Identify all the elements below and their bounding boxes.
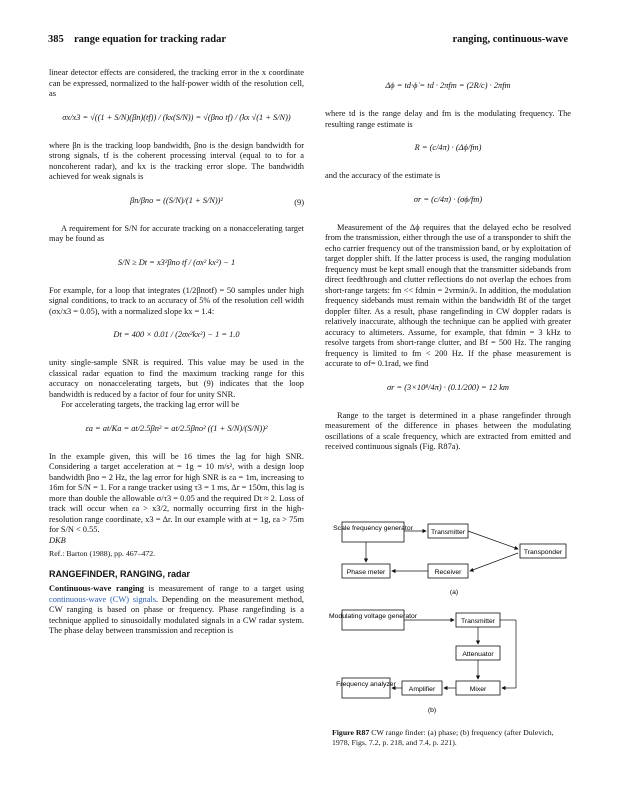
entry-heading: RANGEFINDER, RANGING, radar [49,568,191,579]
right-column [325,68,571,453]
figure-r87 [328,522,568,792]
equation [325,135,571,165]
paragraph: In the example given, this will be 16 times the lag for high SNR. Considering a target acceleration at = 1g = 10 m/s², with a design loop bandwidth βno = 2 Hz, the lag error for high SNR is εa = 1m, increasing to 16m for S/N = 1. For a range tracker using τ3 = 1 ms, Δr = 150m, this lag is more than double the allowable σ/τ3 = 0.05 and the required Dt ≈ 2. Loss of track will occur when εa > x3/2, normally occurring first in the high-resolution range coordinate, x3 = Δr. In our example with at = 1g, εa > 75m for S/N < 0.55. [49,451,304,534]
equation-text: σr = (c/4π) · (σϕ/fm) [413,194,483,204]
running-title-right: ranging, continuous-wave [452,34,568,45]
equation-text: S/N ≥ Dt = x3²βno tf / (σx² kx²) − 1 [117,257,236,267]
paragraph: linear detector effects are considered, the tracking error in the x coordinate can be expressed, normalized to the half-power width of the resolution cell, as [49,68,304,98]
paragraph: For example, for a loop that integrates (1/2βnotf) = 50 samples under high signal conditions, to track to an accuracy of 5% of the resolution cell width (σx/x3 = 0.05), with a normalized slope kx = 1.4: [49,285,304,316]
equation [49,416,304,446]
equation [325,187,571,217]
paragraph [49,584,304,637]
equation-text: σx/x3 = √((1 + S/N)(βn)(tf)) / (kx(S/N)) = √(βno tf) / (kx √(1 + S/N)) [62,112,291,122]
equation-text: σr = (3×10⁸/4π) · (0.1/200) = 12 km [387,382,509,392]
running-title-left: range equation for tracking radar [74,34,227,45]
panel-label: (a) [449,589,459,596]
text-span: . Depending on the measurement method, CW ranging is based on phase or frequency. Phase rangefinding is a technique applied to sinusoidally modulated signals in a CW radar system. The phase delay between transmission and reception is [49,594,304,635]
paragraph: A requirement for S/N for accurate tracking on a nonaccelerating target may be found as [49,223,304,243]
figure-caption [332,728,572,748]
equation-number: (9) [294,197,304,207]
text-span: is measurement of range to a target using [143,584,304,593]
paragraph: For accelerating targets, the tracking lag error will be [61,400,240,409]
block-label: Scale frequency generator [333,525,413,532]
paragraph: where βn is the tracking loop bandwidth, βno is the design bandwidth for strong signals, tf is the coherent processing interval (equal to to for a noncoherent radar), and kx is the tracking error slope. The bandwidth achieved for weak signals is [49,140,304,181]
equation [49,105,304,135]
equation-text: R = (c/4π) · (Δϕ/fm) [414,143,482,152]
lead-term: Continuous-wave ranging [49,584,144,593]
block-label: Attenuator [462,651,494,658]
page-number: 385 [48,34,64,45]
equation-text: Dt = 400 × 0.01 / (2σx²kx²) − 1 = 1.0 [113,330,240,339]
block-label: Frequency analyzer [336,681,396,688]
caption-text: CW range finder: (a) phase; (b) frequency (after Dulevich, 1978, Figs. 7.2, p. 218, and 7.4, p. 221). [332,728,554,747]
panel-label: (b) [427,707,437,714]
signal-arrow [468,531,518,549]
equation-text: εa = at/Ka = at/2.5βn² = at/2.5βno² ((1 + S/N)/(S/N))² [85,423,268,433]
block-label: Receiver [434,569,462,576]
author-signature: DKB [49,535,66,545]
paragraph: and the accuracy of the estimate is [325,171,441,180]
paragraph: Measurement of the Δϕ requires that the delayed echo be resolved from the transmission, either through the use of a transponder to shift the echo carrier frequency out of the transmission band, or by exploitation of target doppler shift. If the latter process is used, the ranging modulation frequency must be kept small enough that the transmitter sidebands from direct feedthrough and clutter reflections do not overlap the echoes from short-range targets: fm << fdmin = 2vrmin/λ. In addition, the modulation frequency sidebands must remain within the bandwidth Bf of the target doppler filter. As a result, phase rangefinding in CW doppler radars is relatively inaccurate, although the technique can be applied with greater accuracy to altimeters. Assume, for example, that fdmin = 3 kHz to resolve targets from short-range clutter, and Bf = 500 Hz. The ranging frequency is limited to fm < 200 Hz. If the phase measurement is accurate to σf= 0.1rad, we find [325,222,571,368]
block-label: Transmitter [460,618,496,625]
block-label: Transmitter [430,529,466,536]
paragraph: where td is the range delay and fm is the modulating frequency. The resulting range estimate is [325,109,571,129]
block-label: Transponder [523,549,563,556]
equation [49,322,304,352]
equation-text: βn/βno = ((S/N)/(1 + S/N))² [130,195,223,205]
cross-reference-link[interactable]: continuous-wave (CW) signals [49,594,157,604]
left-column [49,68,304,637]
block-label: Modulating voltage generator [328,613,418,620]
block-label: Phase meter [346,569,386,576]
equation [325,73,571,103]
equation [325,375,571,405]
reference: Ref.: Barton (1988), pp. 467–472. [49,549,156,558]
equation [49,188,304,218]
block-label: Mixer [469,686,487,693]
page-header [48,34,568,48]
diagram-b [329,610,516,714]
equation [49,250,304,280]
block-diagram [328,522,568,722]
diagram-a [333,522,566,596]
equation-text: Δϕ = td·ϕ̇ = td · 2πfm = (2R/c) · 2πfm [385,81,511,90]
caption-lead: Figure R87 [332,728,370,737]
signal-arrow [470,553,518,571]
paragraph: Range to the target is determined in a phase rangefinder through measurement of the difference in phases between the modulating oscillations of a scale frequency, which are extracted from emitted and received continuous signals (Fig. R87a). [325,410,571,451]
block-label: Amplifier [408,686,436,693]
paragraph: unity single-sample SNR is required. This value may be used in the classical radar equation to find the maximum tracking range for this accuracy on nonaccelerating targets, but (9) indicates that the loop bandwidth is reduced by a factor of four for unity SNR. [49,358,304,399]
